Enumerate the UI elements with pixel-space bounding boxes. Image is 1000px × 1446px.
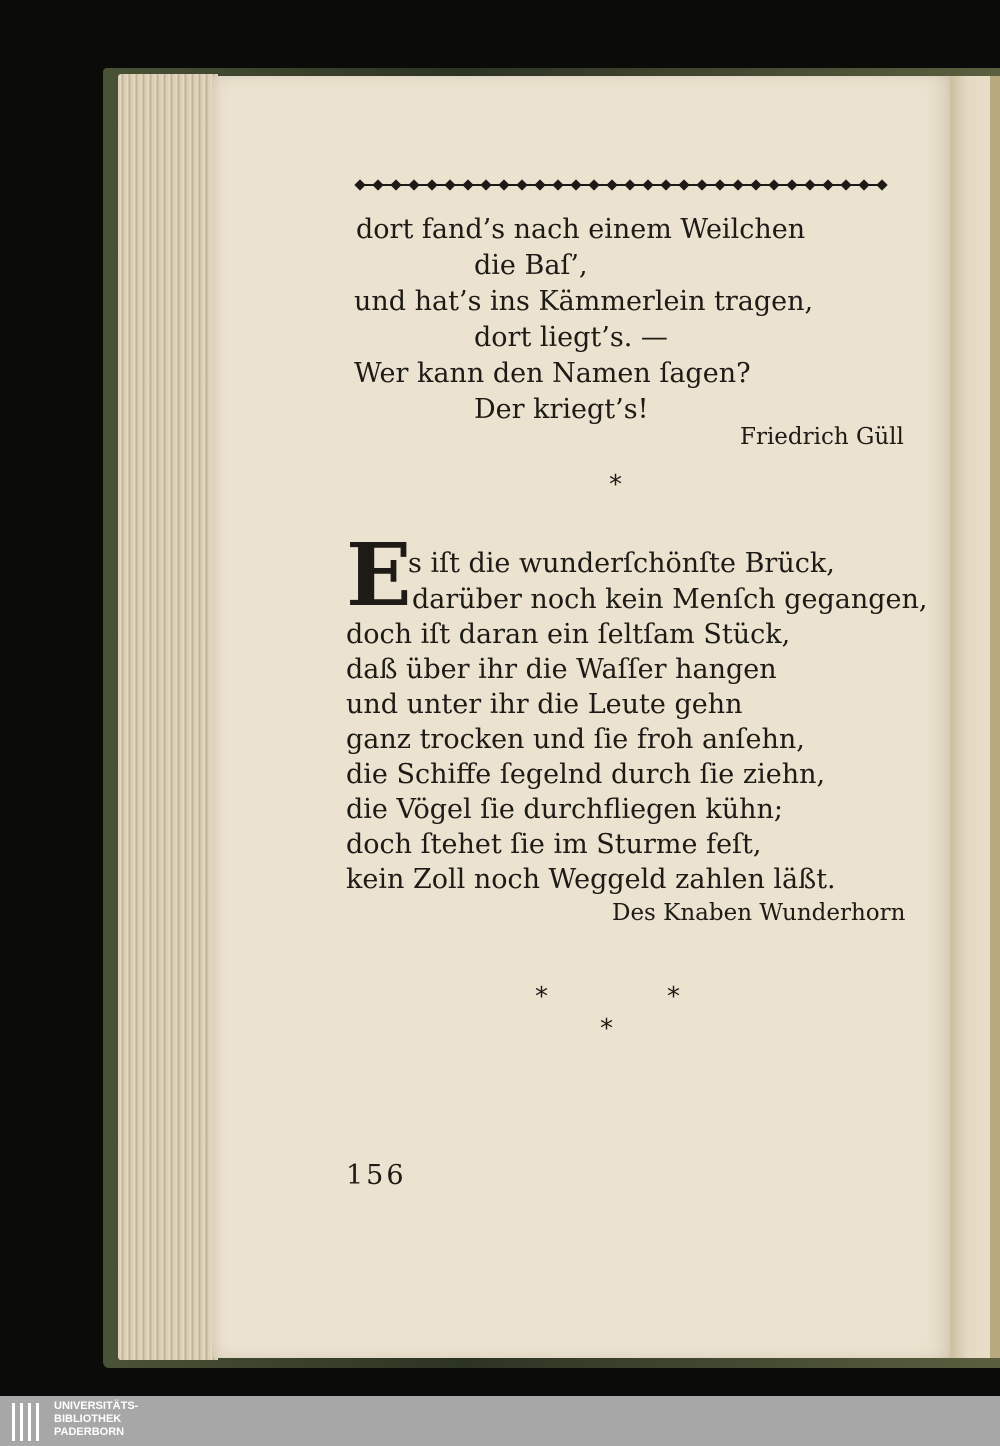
library-name-line: PADERBORN (54, 1426, 125, 1438)
poem2-line: die Vögel ſie durchfliegen kühn; (346, 794, 783, 825)
poem1-line: Wer kann den Namen ſagen? (354, 358, 751, 389)
ornamental-rule (356, 178, 886, 192)
poem1-line: und hat’s ins Kämmerlein tragen, (354, 286, 814, 317)
poem2-line: doch iſt daran ein ſeltſam Stück, (346, 619, 791, 650)
poem1-line: Der kriegt’s! (474, 394, 649, 425)
page-number: 156 (346, 1160, 407, 1191)
poem2-line: kein Zoll noch Weggeld zahlen läßt. (346, 864, 836, 895)
page-edges (118, 74, 218, 1360)
library-name-line: UNIVERSITÄTS- (54, 1400, 139, 1412)
poem2-line: die Schiffe ſegelnd durch ſie ziehn, (346, 759, 826, 790)
poem2-line: daß über ihr die Waſſer hangen (346, 654, 777, 685)
poem1-line: dort fand’s nach einem Weilchen (356, 214, 806, 245)
library-logo-icon (12, 1403, 46, 1441)
library-name (54, 1400, 138, 1439)
poem1-author: Friedrich Güll (740, 424, 904, 450)
separator-star: * (609, 470, 622, 500)
end-star: * (535, 982, 548, 1012)
poem2-line: s iſt die wunderſchönſte Brück, (408, 548, 835, 579)
poem1-line: die Baſ’, (474, 250, 588, 281)
drop-cap: E (346, 525, 412, 626)
poem1-line: dort liegt’s. — (474, 322, 668, 353)
poem2-line: ganz trocken und ſie froh anſehn, (346, 724, 805, 755)
poem2-line: doch ſtehet ſie im Sturme feſt, (346, 829, 762, 860)
poem2-line: darüber noch kein Menſch gegangen, (412, 584, 928, 615)
facing-page-edge (990, 76, 1000, 1358)
poem2-author: Des Knaben Wunderhorn (612, 900, 906, 926)
poem2-line: und unter ihr die Leute gehn (346, 689, 743, 720)
end-star: * (600, 1014, 613, 1044)
library-footer (0, 1396, 1000, 1446)
end-star: * (667, 982, 680, 1012)
library-name-line: BIBLIOTHEK (54, 1413, 122, 1425)
